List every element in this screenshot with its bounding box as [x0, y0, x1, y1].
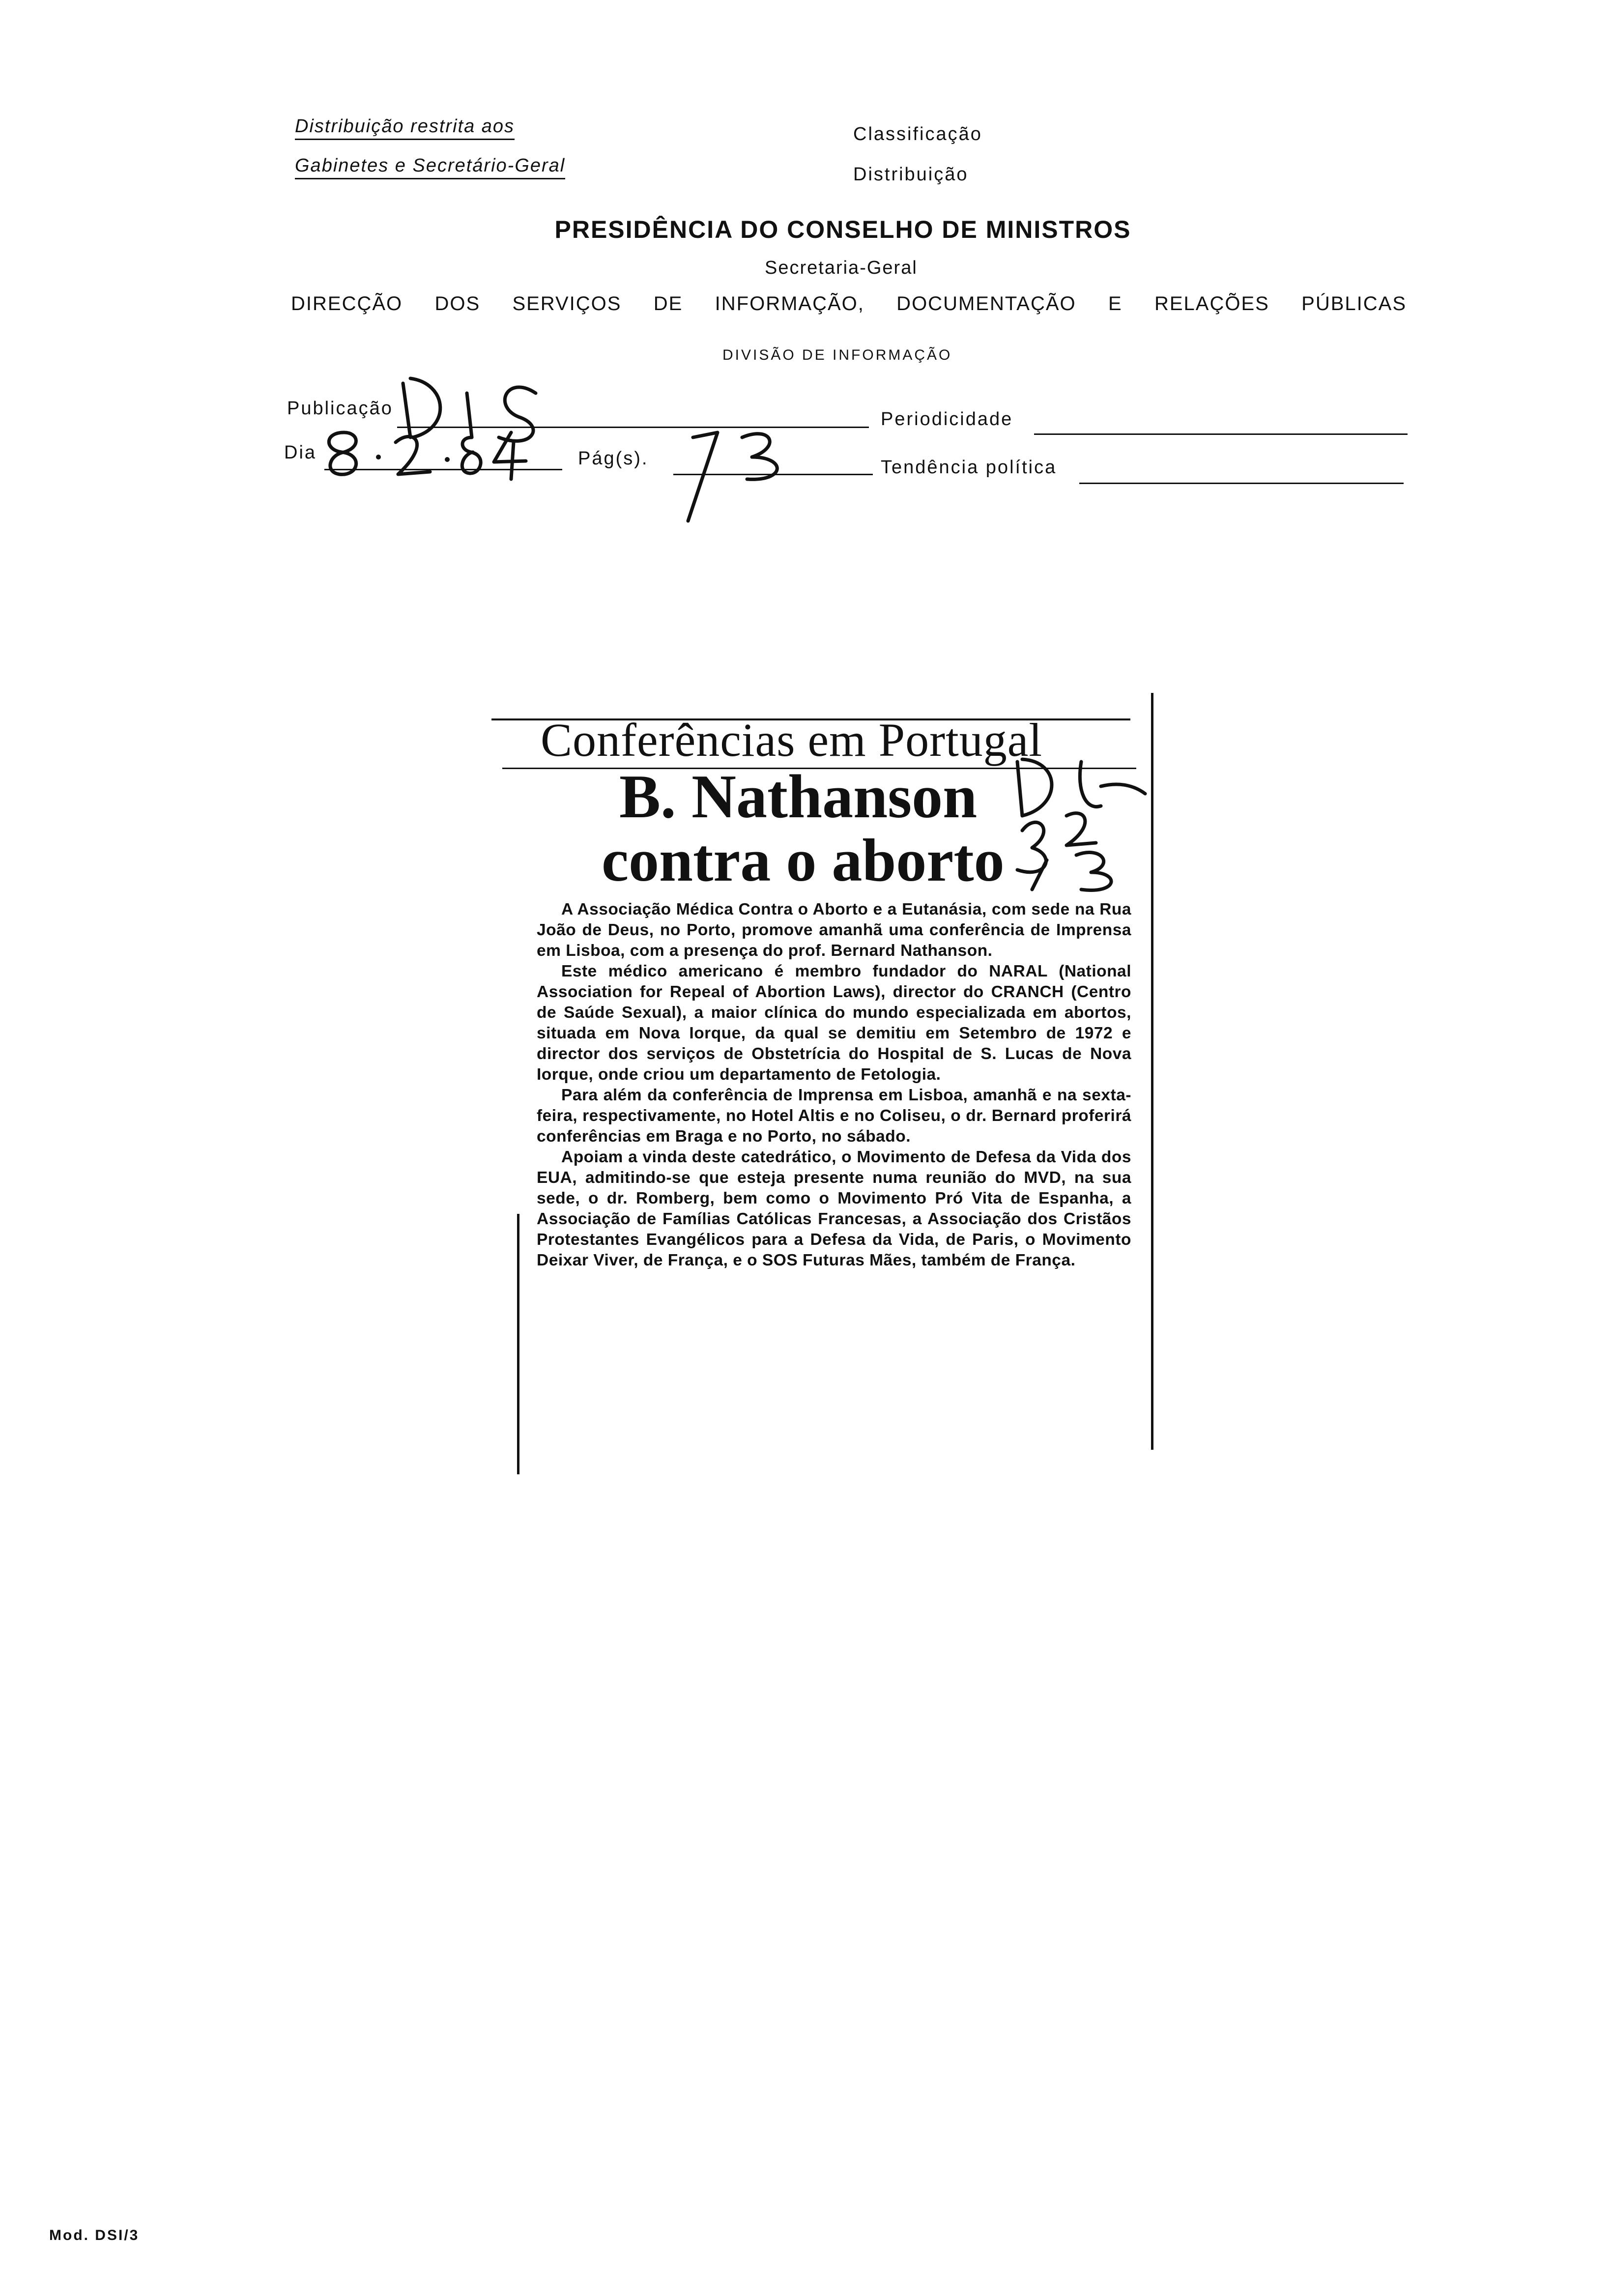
periodicity-label: Periodicidade [881, 409, 1013, 430]
tendency-label: Tendência política [881, 457, 1057, 478]
day-handwriting [324, 423, 536, 482]
article-title-line2: contra o aborto [602, 827, 1005, 894]
periodicity-field-line [1034, 433, 1408, 435]
distribution-restricted-line2: Gabinetes e Secretário-Geral [295, 155, 565, 179]
division-heading: DIVISÃO DE INFORMAÇÃO [722, 347, 952, 363]
publication-label: Publicação [287, 398, 393, 419]
article-paragraph: A Associação Médica Contra o Aborto e a Eutanásia, com sede na Rua João de Deus, no Porto, promove amanhã uma conferência de Imprensa em Lisboa, com a presença do prof. Bernard Nathanson. [537, 900, 1131, 960]
article-paragraph: Este médico americano é membro fundador do NARAL (National Association for Repeal of Abortion Laws), director do CRANCH (Centro de Saúde Sexual), a maior clínica do mundo especializada em abortos, situada em Nova Iorque, da qual se demitiu em Setembro de 1972 e director dos serviços de Obstetrícia do Hospital de S. Lucas de Nova Iorque, onde criou um departamento de Fetologia. [537, 962, 1131, 1084]
article-paragraph: Apoiam a vinda deste catedrático, o Movimento de Defesa da Vida dos EUA, admitindo-se que esteja presente numa reunião do MVD, na sua sede, o dr. Romberg, bem como o Movimento Pró Vita de Espanha, a Associação de Famílias Católicas Francesas, a Associação dos Cristãos Protestantes Evangélicos para a Defesa da Vida, de Paris, o Movimento Deixar Viver, de França, e o SOS Futuras Mães, também de França. [537, 1148, 1131, 1269]
directorate-heading: DIRECÇÃO DOS SERVIÇOS DE INFORMAÇÃO, DOCUMENTAÇÃO E RELAÇÕES PÚBLICAS [291, 293, 1407, 315]
model-code: Mod. DSI/3 [49, 2227, 140, 2243]
clipping-handwritten-note [1003, 732, 1150, 894]
presidency-heading: PRESIDÊNCIA DO CONSELHO DE MINISTROS [554, 216, 1131, 243]
section-heading: Conferências em Portugal [541, 714, 1043, 766]
distribution-restricted-line1: Distribuição restrita aos [295, 116, 515, 140]
article-title-line1: B. Nathanson [619, 763, 978, 831]
article-body [537, 899, 1131, 1271]
classification-label: Classificação [853, 124, 982, 144]
article-paragraph: Para além da conferência de Imprensa em Lisboa, amanhã e na sexta-feira, respectivamente, no Hotel Altis e no Coliseu, o dr. Bernard proferirá conferências em Braga e no Porto, no sábado. [537, 1086, 1131, 1146]
pages-handwriting [673, 423, 801, 526]
distribution-label: Distribuição [853, 164, 969, 185]
day-label: Dia [284, 442, 317, 463]
secretariat-heading: Secretaria-Geral [765, 258, 918, 278]
pages-label: Pág(s). [578, 448, 649, 469]
newspaper-clipping [491, 693, 1150, 1484]
tendency-field-line [1079, 483, 1404, 484]
